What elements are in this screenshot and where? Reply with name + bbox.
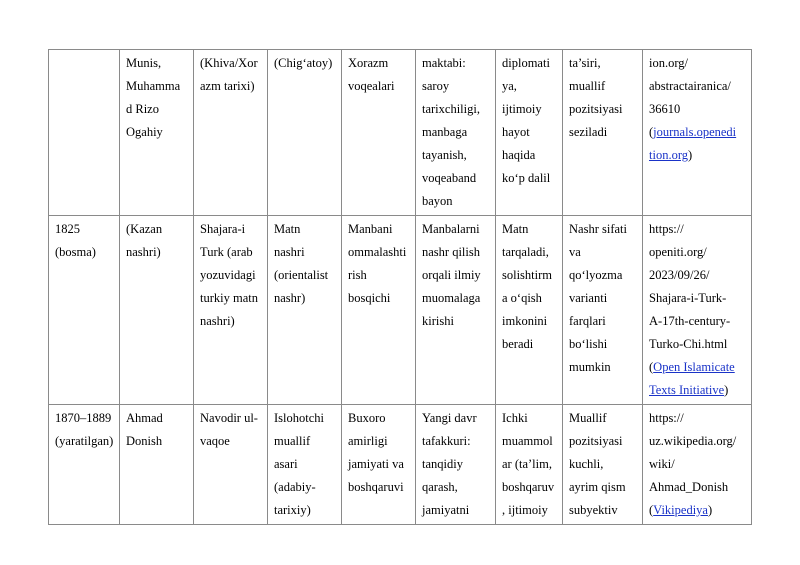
cell-text-line: Navodir ul-: [200, 411, 258, 425]
cell-text-line: 2023/09/26/: [649, 268, 710, 282]
cell-text-line: uz.wikipedia.org/: [649, 434, 737, 448]
cell-text-line: ion.org/: [649, 56, 689, 70]
cell-text-line: openiti.org/: [649, 245, 707, 259]
content-cell: [496, 216, 563, 405]
reference-link-line: [649, 379, 745, 402]
cell-text-line: va: [569, 245, 581, 259]
cell-text-line: Turko-Chi.html: [649, 337, 728, 351]
date-cell: [49, 50, 120, 216]
work-cell: [194, 50, 268, 216]
cell-text-line: Muhamma: [126, 79, 181, 93]
cell-text-line: (Khiva/Xor: [200, 56, 258, 70]
cell-text-line: ayrim qism: [569, 480, 626, 494]
cell-text-line: ar (ta’lim,: [502, 457, 552, 471]
content-cell: [496, 405, 563, 525]
reference-link[interactable]: Texts Initiative: [649, 383, 725, 397]
reference-link-line: [649, 356, 745, 379]
reference-link-line: [649, 144, 745, 167]
cell-text-line: azm tarixi): [200, 79, 255, 93]
cell-text-line: seziladi: [569, 125, 608, 139]
critique-cell: [563, 216, 643, 405]
source-cell: [120, 50, 194, 216]
region-cell: [342, 50, 416, 216]
cell-text-line: mumkin: [569, 360, 611, 374]
type-cell: [268, 216, 342, 405]
cell-text-line: Donish: [126, 434, 163, 448]
cell-text-line: farqlari: [569, 314, 606, 328]
cell-text-line: muallif: [569, 79, 606, 93]
cell-text-line: wiki/: [649, 457, 675, 471]
date-cell: [49, 405, 120, 525]
reference-link[interactable]: journals.openedi: [653, 125, 737, 139]
cell-text-line: bosqichi: [348, 291, 391, 305]
reference-cell: [643, 50, 752, 216]
region-cell: [342, 405, 416, 525]
cell-text-line: voqeaband: [422, 171, 477, 185]
cell-text-line: 36610: [649, 102, 681, 116]
cell-text-line: ko‘p dalil: [502, 171, 551, 185]
cell-text-line: Ogahiy: [126, 125, 163, 139]
source-cell: [120, 216, 194, 405]
cell-text-line: beradi: [502, 337, 534, 351]
cell-text-line: asari: [274, 457, 298, 471]
cell-text-line: abstractairanica/: [649, 79, 731, 93]
cell-text-line: Shajara-i: [200, 222, 246, 236]
cell-text-line: bayon: [422, 194, 453, 208]
content-cell: [496, 50, 563, 216]
cell-text-line: kuchli,: [569, 457, 604, 471]
cell-text-line: (bosma): [55, 245, 96, 259]
cell-text-line: qo‘lyozma: [569, 268, 623, 282]
cell-text-line: 1825: [55, 222, 80, 236]
cell-text-line: vaqoe: [200, 434, 230, 448]
paren-close: ): [707, 503, 713, 517]
cell-text-line: yozuvidagi: [200, 268, 256, 282]
cell-text-line: Manbani: [348, 222, 393, 236]
cell-text-line: imkonini: [502, 314, 548, 328]
cell-text-line: boshqaruv: [502, 480, 555, 494]
reference-link-line: [649, 499, 745, 522]
cell-text-line: Buxoro: [348, 411, 386, 425]
cell-text-line: (adabiy-: [274, 480, 316, 494]
cell-text-line: manbaga: [422, 125, 468, 139]
cell-text-line: saroy: [422, 79, 450, 93]
cell-text-line: tayanish,: [422, 148, 467, 162]
cell-text-line: Turk (arab: [200, 245, 253, 259]
cell-text-line: muammol: [502, 434, 553, 448]
cell-text-line: 1870–1889: [55, 411, 112, 425]
cell-text-line: boshqaruvi: [348, 480, 404, 494]
date-cell: [49, 216, 120, 405]
reference-link-line: [649, 121, 745, 144]
table-row: [49, 405, 752, 525]
region-cell: [342, 216, 416, 405]
reference-cell: [643, 405, 752, 525]
cell-text-line: tarixchiligi,: [422, 102, 480, 116]
approach-cell: [416, 216, 496, 405]
cell-text-line: qarash,: [422, 480, 458, 494]
cell-text-line: haqida: [502, 148, 536, 162]
source-cell: [120, 405, 194, 525]
cell-text-line: A-17th-century-: [649, 314, 731, 328]
type-cell: [268, 50, 342, 216]
work-cell: [194, 405, 268, 525]
paren-open: (: [649, 125, 654, 139]
approach-cell: [416, 405, 496, 525]
critique-cell: [563, 50, 643, 216]
cell-text-line: bo‘lishi: [569, 337, 608, 351]
cell-text-line: Xorazm: [348, 56, 389, 70]
paren-close: ): [688, 148, 693, 162]
cell-text-line: tafakkuri:: [422, 434, 471, 448]
reference-link[interactable]: Open Islamicate: [653, 360, 735, 374]
cell-text-line: maktabi:: [422, 56, 466, 70]
cell-text-line: voqealari: [348, 79, 395, 93]
type-cell: [268, 405, 342, 525]
cell-text-line: solishtirm: [502, 268, 553, 282]
cell-text-line: Munis,: [126, 56, 162, 70]
cell-text-line: kirishi: [422, 314, 454, 328]
cell-text-line: a o‘qish: [502, 291, 542, 305]
reference-link[interactable]: tion.org: [649, 148, 689, 162]
document-table: [48, 49, 752, 525]
cell-text-line: d Rizo: [126, 102, 159, 116]
cell-text-line: https://: [649, 411, 684, 425]
cell-text-line: pozitsiyasi: [569, 102, 623, 116]
cell-text-line: jamiyati va: [348, 457, 404, 471]
cell-text-line: (yaratilgan): [55, 434, 114, 448]
cell-text-line: muomalaga: [422, 291, 481, 305]
cell-text-line: varianti: [569, 291, 608, 305]
cell-text-line: Shajara-i-Turk-: [649, 291, 727, 305]
cell-text-line: ta’siri,: [569, 56, 601, 70]
reference-link[interactable]: Vikipediya: [653, 503, 708, 517]
paren-open: (: [649, 360, 654, 374]
cell-text-line: Manbalarni: [422, 222, 480, 236]
cell-text-line: tanqidiy: [422, 457, 463, 471]
cell-text-line: jamiyatni: [422, 503, 470, 517]
reference-cell: [643, 216, 752, 405]
cell-text-line: orqali ilmiy: [422, 268, 481, 282]
cell-text-line: Islohotchi: [274, 411, 324, 425]
cell-text-line: nashri): [200, 314, 235, 328]
cell-text-line: Ahmad: [126, 411, 163, 425]
paren-open: (: [649, 503, 654, 517]
cell-text-line: turkiy matn: [200, 291, 258, 305]
cell-text-line: hayot: [502, 125, 530, 139]
cell-text-line: Muallif: [569, 411, 607, 425]
cell-text-line: tarixiy): [274, 503, 311, 517]
work-cell: [194, 216, 268, 405]
cell-text-line: (Kazan: [126, 222, 163, 236]
cell-text-line: subyektiv: [569, 503, 618, 517]
paren-close: ): [724, 383, 729, 397]
table-row: [49, 216, 752, 405]
cell-text-line: nashri: [274, 245, 305, 259]
cell-text-line: rish: [348, 268, 367, 282]
cell-text-line: nashr qilish: [422, 245, 480, 259]
cell-text-line: ommalashti: [348, 245, 407, 259]
cell-text-line: Ichki: [502, 411, 528, 425]
cell-text-line: https://: [649, 222, 684, 236]
cell-text-line: Matn: [274, 222, 301, 236]
cell-text-line: Matn: [502, 222, 529, 236]
cell-text-line: (orientalist: [274, 268, 329, 282]
cell-text-line: nashr): [274, 291, 306, 305]
approach-cell: [416, 50, 496, 216]
cell-text-line: ijtimoiy: [502, 102, 542, 116]
cell-text-line: (Chig‘atoy): [274, 56, 333, 70]
cell-text-line: Yangi davr: [422, 411, 477, 425]
cell-text-line: diplomati: [502, 56, 550, 70]
cell-text-line: muallif: [274, 434, 311, 448]
cell-text-line: pozitsiyasi: [569, 434, 623, 448]
cell-text-line: ya,: [502, 79, 517, 93]
cell-text-line: nashri): [126, 245, 161, 259]
cell-text-line: amirligi: [348, 434, 388, 448]
cell-text-line: Nashr sifati: [569, 222, 627, 236]
table-row: [49, 50, 752, 216]
cell-text-line: Ahmad_Donish: [649, 480, 729, 494]
cell-text-line: tarqaladi,: [502, 245, 549, 259]
cell-text-line: , ijtimoiy: [502, 503, 548, 517]
critique-cell: [563, 405, 643, 525]
